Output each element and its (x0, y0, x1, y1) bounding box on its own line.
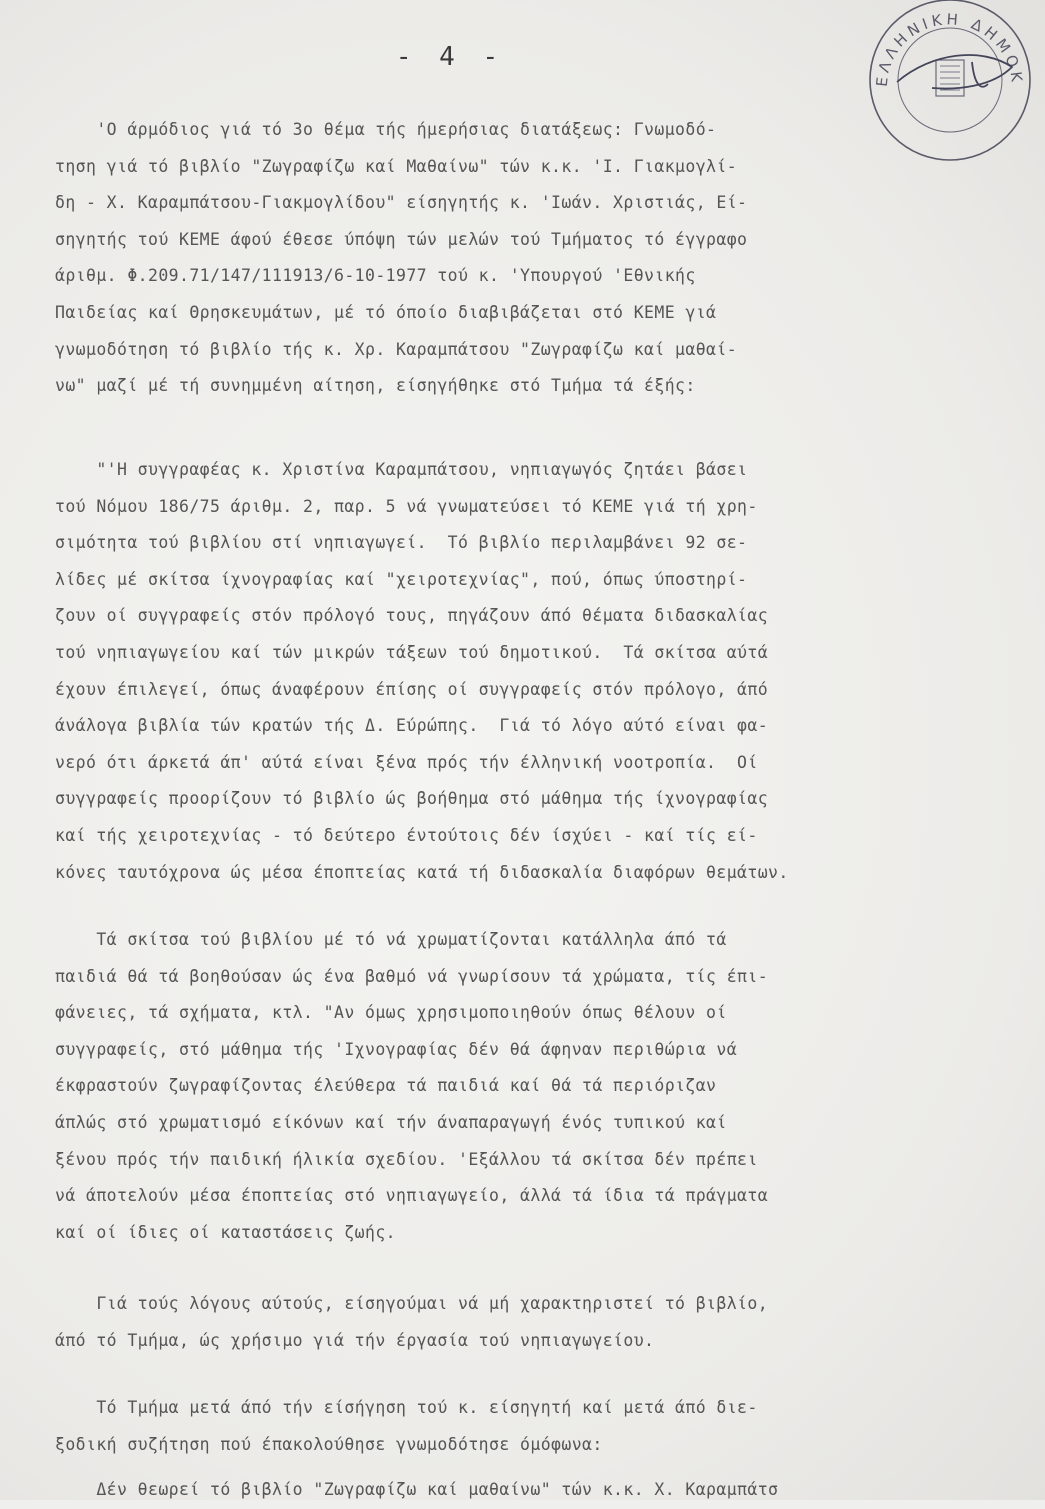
paragraph-conclusion: Δέν θεωρεί τό βιβλίο "Ζωγραφίζω καί μαθαίνω" τών κ.κ. Χ. Καραμπάτσ (55, 1480, 779, 1499)
page-number: - 4 - (395, 42, 505, 72)
paragraph-recommendation: Γιά τούς λόγους αύτούς, είσηγούμαι νά μή χαρακτηριστεί τό βιβλίο, άπό τό Τμήμα, ώς χρήσιμο γιά τήν έργασία τού νηπιαγωγείου. (55, 1294, 769, 1350)
paragraph-sketches-assessment: Τά σκίτσα τού βιβλίου μέ τό νά χρωματίζονται κατάλληλα άπό τά παιδιά θά τά βοηθούσαν ώς ένα βαθμό νά γνωρίσουν τά χρώματα, τίς έπι- φάνειες, τά σχήματα, κτλ. "Αν όμως χρησιμοποιηθούν όπως θέλουν οί συγγραφείς, στό μάθημα τής 'Ιχνογραφίας δέν θά άφηναν περιθώρια νά έκφραστούν ζωγραφίζοντας έλεύθερα τά παιδιά καί θά τά περιόριζαν άπλώς στό χρωματισμό είκόνων καί τήν άναπαραγωγή ένός τυπικού καί ξένου πρός τήν παιδική ήλικία σχεδίου. 'Εξάλλου τά σκίτσα δέν πρέπει νά άποτελούν μέσα έποπτείας στό νηπιαγωγείο, άλλά τά ίδια τά πράγματα καί οί ίδιες οί καταστάσεις ζωής. (55, 930, 769, 1242)
paragraph-rapporteur-report: "'Η συγγραφέας κ. Χριστίνα Καραμπάτσου, νηπιαγωγός ζητάει βάσει τού Νόμου 186/75 άριθμ. 2, παρ. 5 νά γνωματεύσει τό ΚΕΜΕ γιά τή χρη- σιμότητα τού βιβλίου στί νηπιαγωγεί. Τό βιβλίο περιλαμβάνει 92 σε- λίδες μέ σκίτσα ίχνογραφίας καί "χειροτεχνίας", πού, όπως ύποστηρί- ζουν οί συγγραφείς στόν πρόλογό τους, πηγάζουν άπό θέματα διδασκαλίας τού νηπιαγωγείου καί τών μικρών τάξεων τού δημοτικού. Τά σκίτσα αύτά έχουν έπιλεγεί, όπως άναφέρουν έπίσης οί συγγραφείς στόν πρόλογο, άπό άνάλογα βιβλία τών κρατών τής Δ. Εύρώπης. Γιά τό λόγο αύτό είναι φα- νερό ότι άρκετά άπ' αύτά είναι ξένα πρός τήν έλληνική νοοτροπία. Οί συγγραφείς προορίζουν τό βιβλίο ώς βοήθημα στό μάθημα τής ίχνογραφίας καί τής χειροτεχνίας - τό δεύτερο έντούτοις δέν ίσχύει - καί τίς εί- κόνες ταυτόχρονα ώς μέσα έποπτείας κατά τή διδασκαλία διαφόρων θεμάτων. (55, 460, 789, 882)
paragraph-department-decision: Τό Τμήμα μετά άπό τήν είσήγηση τού κ. είσηγητή καί μετά άπό διε- ξοδική συζήτηση πού έπακολούθησε γνωμοδότησε όμόφωνα: (55, 1398, 758, 1454)
paragraph-intro: 'Ο άρμόδιος γιά τό 3ο θέμα τής ήμερήσιας διατάξεως: Γνωμοδό- τηση γιά τό βιβλίο "Ζωγραφίζω καί Μαθαίνω" τών κ.κ. 'Ι. Γιακμογλί- δη - Χ. Καραμπάτσου-Γιακμογλίδου" είσηγητής κ. 'Ιωάν. Χριστιάς, Εί- σηγητής τού ΚΕΜΕ άφού έθεσε ύπόψη τών μελών τού Τμήματος τό έγγραφο άριθμ. Φ.209.71/147/111913/6-10-1977 τού κ. 'Υπουργού 'Εθνικής Παιδείας καί Θρησκευμάτων, μέ τό όποίο διαβιβάζεται στό ΚΕΜΕ γιά γνωμοδότηση τό βιβλίο τής κ. Χρ. Καραμπάτσου "Ζωγραφίζω καί μαθαί- νω" μαζί μέ τή συνημμένη αίτηση, είσηγήθηκε στό Τμήμα τά έξής: (55, 120, 748, 396)
stamp-arc-text: ΕΛΛΗΝΙΚΗ ΔΗΜΟΚ (872, 10, 1027, 88)
